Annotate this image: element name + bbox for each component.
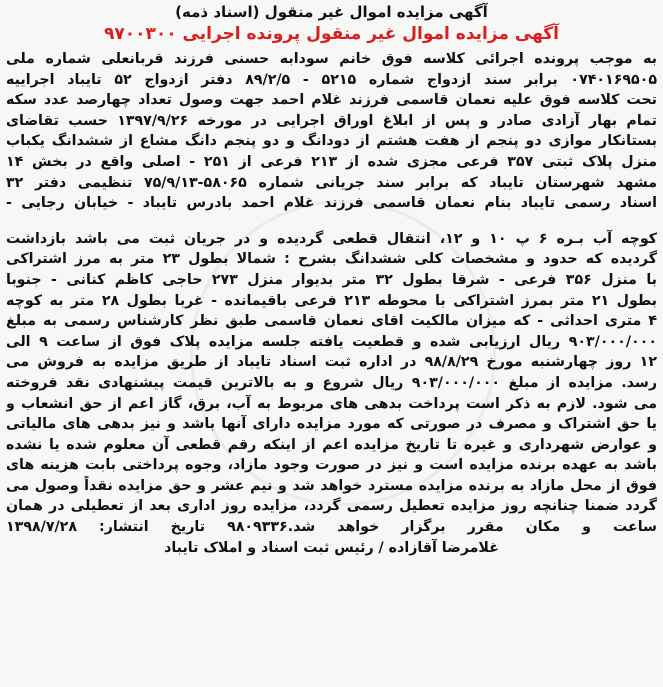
text-line: می شود. لازم به ذکر است پرداخت بدهی های مربوط به آب، برق، گاز اعم از حق انشعاب و [6,395,657,412]
text-line: تحت کلاسه فوق علیه نعمان قاسمی فرزند غلام احمد جهت وصول تعداد چهارصد عدد سکه [6,92,657,109]
text-line: به موجب پرونده اجرائی کلاسه فوق خانم سودابه حسنی فرزند قربانعلی شماره ملی [6,51,657,67]
notice-body-part-1 [6,49,657,214]
text-line: اسناد رسمی تایباد بنام نعمان قاسمی فرزند غلام احمد بادرس تایباد - خیابان رجایی - [6,195,657,212]
text-line: منزل پلاک ثبتی ۳۵۷ فرعی مجزی شده از ۲۱۳ فرعی از ۲۵۱ - اصلی واقع در بخش ۱۴ [6,153,657,170]
signature-line: غلامرضا آقازاده / رئیس ثبت اسناد و املاک تایباد [164,539,499,556]
notice-title: آگهی مزایده اموال غیر منقول پرونده اجرایی ۹۷۰۰۳۰۰ [103,24,560,44]
text-line: گردد ضمنا چنانچه روز مزایده تعطیل رسمی گردد، مزایده روز اداری بعد از تعطیلی در همان [6,498,657,515]
text-line: یا حق اشتراک و مصرف در صورتی که مورد مزایده دارای آنها باشد و نیز بدهی های مالیاتی [6,416,657,433]
text-line: بستانکار موازی دو پنجم از هفت هشتم از دودانگ و دو پنجم دانگ مشاع از ششدانگ یکباب [6,133,657,150]
text-line: ۱۲ روز چهارشنبه مورخ ۹۸/۸/۲۹ در اداره ثبت اسناد تایباد از طریق مزایده به فروش می [6,354,657,371]
text-line: ۰۷۴۰۱۶۹۵۰۵ برابر سند ازدواج شماره ۵۲۱۵ - ۸۹/۲/۵ دفتر ازدواج ۵۲ تایباد اجراییه [6,71,657,88]
text-line: باشد به عهده برنده مزایده است و نیز در صورت وجود مازاد، وجوه پرداختی بابت هزینه های [6,457,657,474]
text-line: با منزل ۳۵۶ فرعی - شرقا بطول ۳۲ متر بدیوار منزل ۲۷۳ حاجی کاظم کنانی - جنوبا [6,271,657,288]
text-line: ۹۰۳/۰۰۰/۰۰۰ ریال ارزیابی شده و قطعیت یافته جلسه مزایده پلاک فوق از ساعت ۹ الی [6,333,657,350]
text-line: بطول ۲۱ متر بمرز اشتراکی با محوطه ۲۱۳ فرعی باقیمانده - غربا بطول ۲۸ متر به کوچه [6,292,657,309]
text-line: گردیده که حدود و مشخصات کلی ششدانگ بشرح : شمالا بطول ۲۳ متر به مرز اشتراکی [6,251,657,268]
notice-header: آگهی مزایده اموال غیر منقول (اسناد ذمه) [175,3,488,21]
text-line: و عوارض شهرداری و غیره تا تاریخ مزایده اعم از اینکه رقم قطعی آن معلوم شده یا نشده [6,436,657,453]
column-gap [6,214,657,226]
text-line: رسد. مزایده از مبلغ ۹۰۳/۰۰۰/۰۰۰ ریال شروع و به بالاترین قیمت پیشنهادی نقد فروخته [6,374,657,391]
text-line: کوچه آب بـره ۶ پ ۱۰ و ۱۲، انتقال قطعی گردیده و در جریان ثبت می باشد بازداشت [6,230,657,247]
notice-body-part-2 [6,229,657,559]
text-line: فوق از محل مازاد به برنده مزایده مسترد خواهد شد و نیم عشر و حق مزایده نقداً وصول می [6,477,657,494]
text-line: تمام بهار آزادی صادر و پس از ابلاغ اوراق اجرایی در مورخه ۱۳۹۷/۹/۲۶ حسب تقاضای [6,112,657,129]
text-line: ۴ متری احداثی - که میزان مالکیت اقای نعمان قاسمی طبق نظر کارشناس رسمی به مبلغ [6,313,657,330]
text-line: ساعت و مکان مقرر برگزار خواهد شد.۹۸۰۹۳۳۶ تاریخ انتشار: ۱۳۹۸/۷/۲۸ [6,519,657,536]
text-line: مشهد شهرستان تایباد که برابر سند جریانی شماره ۵۸۰۶۵-۷۵/۹/۱۳ تنظیمی دفتر ۳۲ [6,174,657,191]
notice-clipping [6,2,657,558]
